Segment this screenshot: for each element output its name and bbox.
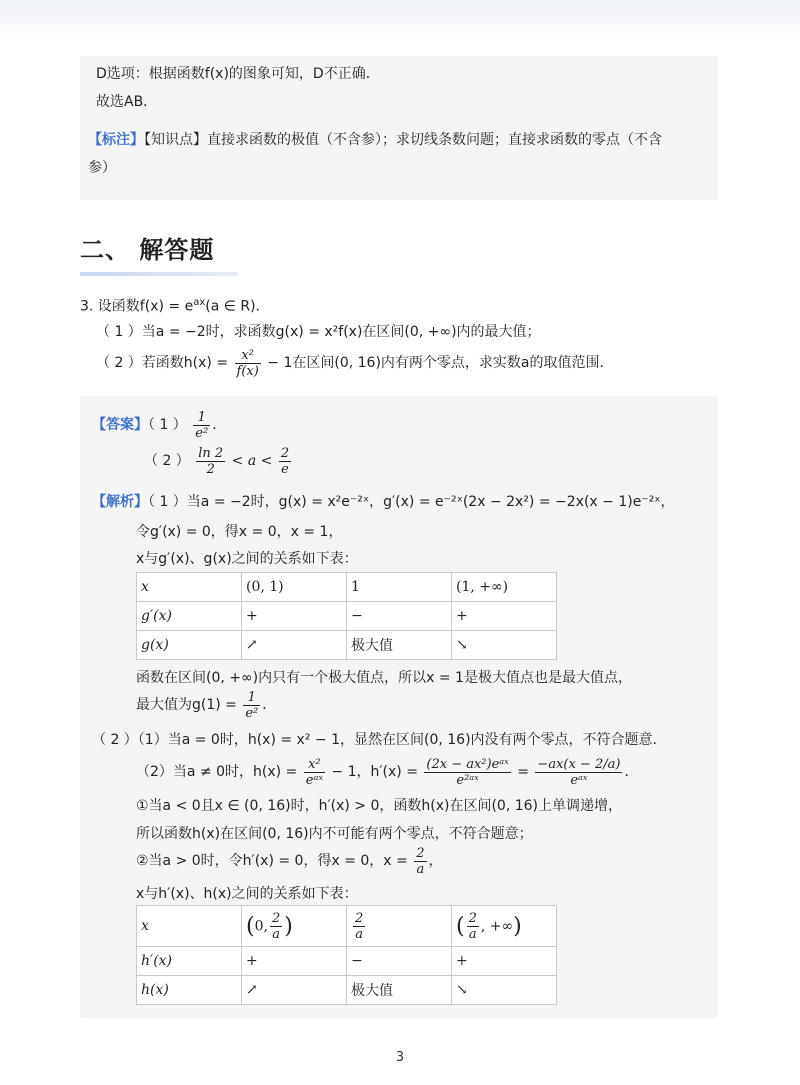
- question-line-1: 3. 设函数$f(x) = e^{ax}(a$ ∈ R)．: [80, 297, 270, 315]
- note-line-2: 参）: [88, 160, 116, 176]
- analysis-line-6: （ 2 ）（1）当a = 0时，h(x) = x² − 1，显然在区间(0, 16)内没有两个零点，不符合题意．: [92, 732, 667, 748]
- analysis-line-9: 所以函数h(x)在区间(0, 16)内不可能有两个零点，不符合题意；: [136, 826, 533, 842]
- answer-tag: 【答案】: [92, 417, 148, 433]
- fraction: $\frac{2}{a}$: [416, 845, 425, 877]
- analysis-line-1: 【解析】（ 1 ）当a = −2时，g(x) = x²e⁻²ˣ，g′(x) = e⁻²ˣ(2x − 2x²) = −2x(x − 1)e⁻²ˣ，: [92, 494, 675, 510]
- analysis-line-7: （2）当a ≠ 0时，h(x) = $\frac{\text{x²}}{\text{eᵃˣ}}$ − 1，h′(x) = $\frac{\text{(2x − ax²)eᵃˣ}}{\text{e²ᵃˣ}}$ = $\frac{-ax(x - 2/a)}{\text{eᵃˣ}}$ ．: [136, 756, 639, 788]
- fraction: $\frac{1}{\text{e²}}$: [245, 689, 259, 721]
- fraction: $\frac{\text{x²}}{\text{eᵃˣ}}$: [305, 756, 323, 788]
- table-row: h(x) ↗ 极大值 ↘: [137, 976, 557, 1005]
- conclusion-text: 故选AB．: [96, 94, 158, 110]
- answer-line-1: 【答案】（ 1 ） $\frac{1}{\text{e²}}$ ．: [92, 409, 227, 441]
- d-option-text: D选项：根据函数f(x)的图象可知，D不正确．: [96, 66, 380, 82]
- section-title: 二、 解答题: [80, 236, 215, 264]
- page-top-fade: [0, 0, 800, 40]
- question-part-2: （ 2 ）若函数h(x) = $\frac{\text{x²}}{f(x)}$ − 1在区间(0, 16)内有两个零点，求实数a的取值范围．: [96, 347, 614, 379]
- fraction: $\frac{-ax(x - 2/a)}{\text{eᵃˣ}}$: [537, 756, 621, 788]
- page-number: 3: [395, 1050, 405, 1065]
- fraction: $\frac{\text{(2x − ax²)eᵃˣ}}{\text{e²ᵃˣ}}$: [426, 756, 509, 788]
- table-row: x (0, 1) 1 (1, +∞): [137, 573, 557, 602]
- note-tag: 【标注】: [88, 132, 144, 148]
- analysis-line-11: x与h′(x)、h(x)之间的关系如下表：: [136, 886, 358, 902]
- variation-table-2: [136, 905, 557, 1005]
- analysis-tag: 【解析】: [92, 494, 148, 510]
- fraction: $\frac{\text{x²}}{f(x)}$: [236, 347, 259, 379]
- analysis-line-10: ②当a > 0时，令h′(x) = 0，得x = 0，x = $\frac{2}{a}$ ，: [136, 845, 443, 877]
- answer-line-2: （ 2 ） $\frac{\ln 2}{2}$ < a < $\frac{2}{e}$: [144, 445, 290, 477]
- variation-table-1: [136, 572, 557, 660]
- note-line-1: [88, 130, 662, 150]
- analysis-line-2: 令g′(x) = 0，得x = 0，x = 1，: [136, 524, 343, 540]
- analysis-line-4: 函数在区间(0, +∞)内只有一个极大值点，所以x = 1是极大值点也是最大值点，: [136, 670, 632, 686]
- table-row: x (0, $\frac{2}{a}$ ) $\frac{2}{a}$ ( $\frac{2}{a}$ , +∞): [137, 906, 557, 947]
- table-row: h′(x) + − +: [137, 947, 557, 976]
- fraction: $\frac{2}{e}$: [280, 445, 290, 477]
- analysis-line-5: 最大值为g(1) = $\frac{1}{\text{e²}}$ ．: [136, 689, 277, 721]
- fraction: $\frac{1}{\text{e²}}$: [195, 409, 209, 441]
- analysis-line-8: ①当a < 0且x ∈ (0, 16)时，h′(x) > 0，函数h(x)在区间(0, 16)上单调递增，: [136, 798, 623, 814]
- section-underline: [80, 272, 238, 276]
- table-row: g′(x) + − +: [137, 602, 557, 631]
- note-text: 【知识点】直接求函数的极值（不含参）；求切线条数问题；直接求函数的零点（不含: [144, 132, 662, 148]
- question-part-1: （ 1 ）当a = −2时，求函数g(x) = x²f(x)在区间(0, +∞)内的最大值；: [96, 324, 541, 340]
- analysis-line-3: x与g′(x)、g(x)之间的关系如下表：: [136, 551, 358, 567]
- fraction: $\frac{\ln 2}{2}$: [198, 445, 224, 477]
- table-row: g(x) ↗ 极大值 ↘: [137, 631, 557, 660]
